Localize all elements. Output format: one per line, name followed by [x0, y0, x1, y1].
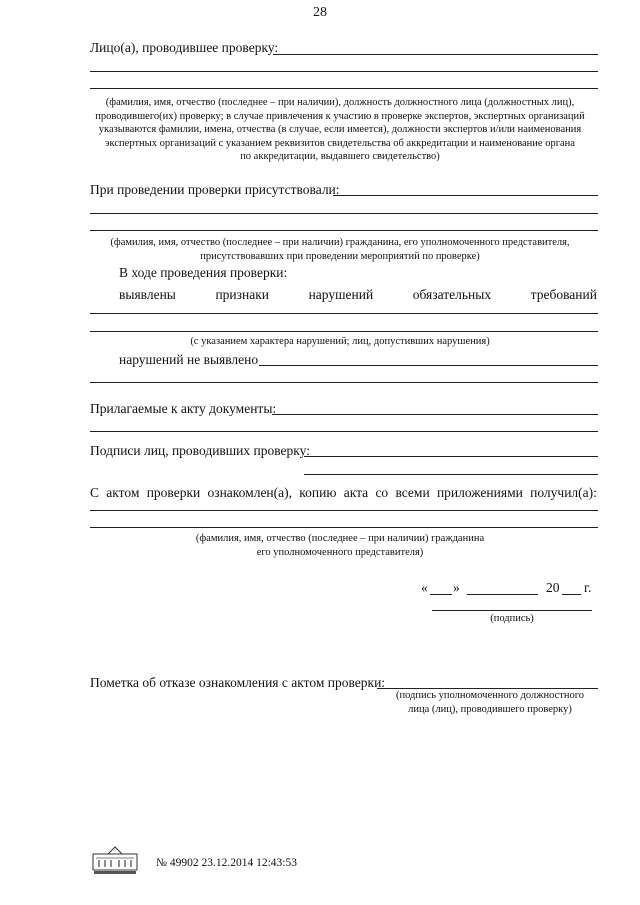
date-year-suffix: г.: [584, 580, 592, 595]
acquainted-row: С актом проверки ознакомлен(а), копию акта со всеми приложениями получил(а):: [90, 485, 597, 500]
acquainted-line-2: [90, 527, 598, 528]
date-month-blank: [467, 594, 538, 595]
registry-logo: [92, 845, 138, 875]
inspector-line-3: [90, 88, 598, 89]
present-line-2: [90, 213, 598, 214]
refusal-label: Пометка об отказе ознакомления с актом проверки:: [90, 675, 386, 690]
attachments-line-1: [272, 414, 598, 415]
inspector-note: (фамилия, имя, отчество (последнее – при наличии), должность должностного лица (должностных лиц), проводившего(их) проверку; в случае привлечения к участию в проверке экспертов, экспертных организаций указываются фамилии, имена, отчества (в случае, если имеется), должности экспертов и/или наименования экспертных организаций с указанием реквизитов свидетельства об аккредитации и наименование органа по аккредитации, выдавшего свидетельство): [95, 97, 585, 162]
registry-logo-icon: [92, 845, 138, 875]
present-label: При проведении проверки присутствовали:: [90, 182, 340, 197]
inspector-line-1: [273, 54, 598, 55]
refusal-note: (подпись уполномоченного должностного лица (лиц), проводившего проверку): [395, 690, 585, 715]
present-note: (фамилия, имя, отчество (последнее – при наличии) гражданина, его уполномоченного представителя, присутствовавших при проведении мероприятий по проверке): [110, 237, 570, 262]
date-close-quote: »: [453, 580, 460, 595]
page-number: 28: [313, 5, 327, 20]
no-violations-label: нарушений не выявлено: [119, 352, 259, 367]
present-line-1: [333, 195, 598, 196]
signatures-line-1: [304, 456, 598, 457]
signature-note: (подпись): [490, 613, 534, 624]
no-violations-line-1: [259, 365, 598, 366]
inspector-label: Лицо(а), проводившее проверку:: [90, 40, 279, 55]
inspector-line-2: [90, 71, 598, 72]
findings-detected-row: выявлены признаки нарушений обязательных требований: [119, 287, 597, 302]
signatures-label: Подписи лиц, проводивших проверку:: [90, 443, 310, 458]
no-violations-line-2: [90, 382, 598, 383]
date-year-blank: [562, 594, 581, 595]
date-open-quote: «: [421, 580, 428, 595]
acquainted-note: (фамилия, имя, отчество (последнее – при наличии) гражданина его уполномоченного представителя): [195, 533, 485, 558]
date-year-prefix: 20: [546, 580, 560, 595]
attachments-label: Прилагаемые к акту документы:: [90, 401, 277, 416]
findings-line-1: [90, 313, 598, 314]
signature-line: [432, 610, 592, 611]
findings-intro: В ходе проведения проверки:: [119, 265, 288, 280]
findings-line-2: [90, 331, 598, 332]
acquainted-line-1: [90, 510, 598, 511]
date-day-blank: [430, 594, 452, 595]
signatures-line-2: [304, 474, 598, 475]
registration-stamp: № 49902 23.12.2014 12:43:53: [156, 857, 297, 869]
attachments-line-2: [90, 431, 598, 432]
present-line-3: [90, 230, 598, 231]
findings-note: (с указанием характера нарушений; лиц, допустивших нарушения): [190, 336, 490, 347]
